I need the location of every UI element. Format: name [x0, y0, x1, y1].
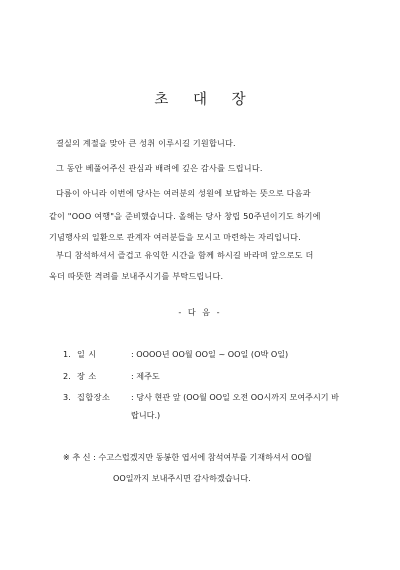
detail-item-number: 1.: [63, 349, 71, 359]
paragraph-greeting: 결실의 계절을 맞아 큰 성취 이루시길 기원합니다.: [56, 138, 236, 148]
detail-item-location: [63, 371, 160, 381]
detail-item-value-continued: 랍니다.): [131, 410, 161, 420]
paragraph-purpose-line-3: 기념행사의 일환으로 관계자 여러분들을 모시고 마련하는 자리입니다.: [49, 232, 301, 242]
detail-item-datetime: [63, 349, 288, 359]
detail-item-value: : 제주도: [131, 371, 160, 381]
postscript-line-1: ※ 추 신 : 수고스럽겠지만 동봉한 엽서에 참석여부를 기재하셔서 OO월: [63, 452, 312, 462]
detail-item-value: : OOOO년 OO월 OO일 ~ OO일 (O박 O일): [131, 349, 289, 359]
postscript-line-2: OO일까지 보내주시면 감사하겠습니다.: [113, 473, 251, 483]
paragraph-thanks: 그 동안 베풀어주신 관심과 배려에 깊은 감사를 드립니다.: [56, 163, 263, 173]
paragraph-purpose-line-1: 다름이 아니라 이번에 당사는 여러분의 성원에 보답하는 뜻으로 다음과: [56, 188, 311, 198]
detail-item-label: 장 소: [77, 371, 97, 381]
detail-item-meeting-place: [63, 392, 339, 402]
paragraph-purpose-line-2: 같이 "OOO 여행"을 준비했습니다. 올해는 당사 창립 50주년이기도 하기에: [49, 211, 321, 221]
detail-item-number: 3.: [63, 392, 71, 402]
detail-item-number: 2.: [63, 371, 71, 381]
detail-item-label: 일 시: [77, 349, 97, 359]
document-title: 초 대 장: [154, 92, 256, 108]
paragraph-request-line-2: 욱더 따뜻한 격려를 보내주시기를 부탁드립니다.: [49, 271, 224, 281]
details-heading: - 다 음 -: [178, 307, 222, 317]
detail-item-value: : 당사 현관 앞 (OO월 OO일 오전 OO시까지 모여주시기 바: [131, 392, 339, 402]
paragraph-request-line-1: 부디 참석하셔서 즐겁고 유익한 시간을 함께 하시길 바라며 앞으로도 더: [56, 250, 314, 260]
detail-item-label: 집합장소: [77, 392, 111, 402]
